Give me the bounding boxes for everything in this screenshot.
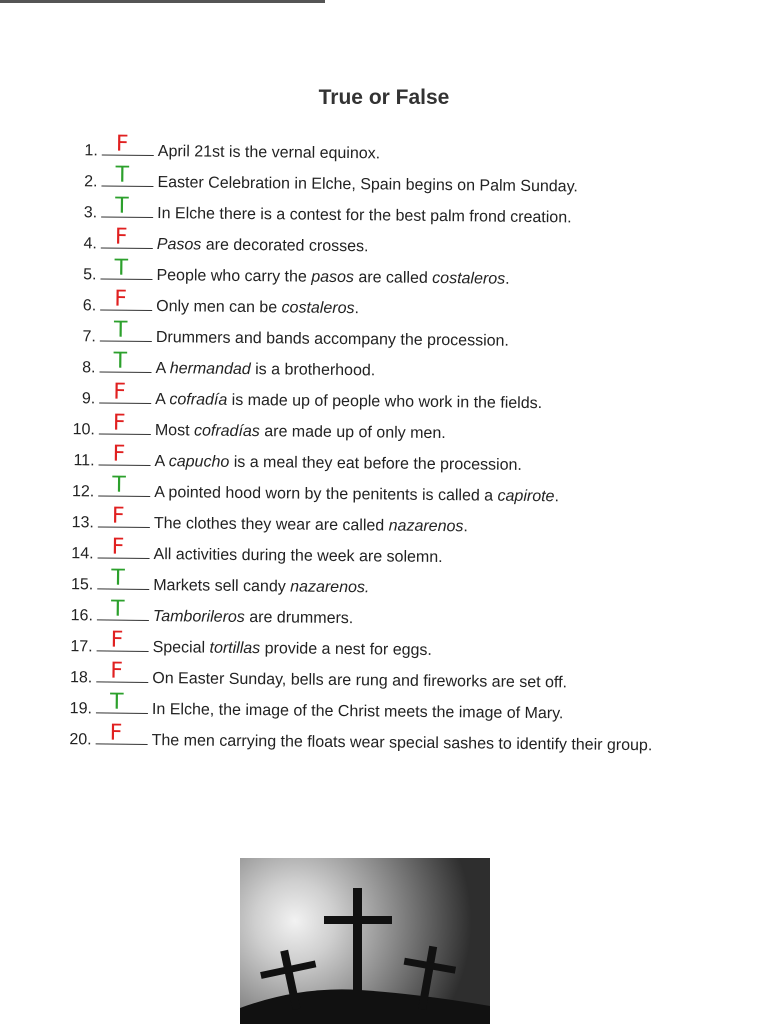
question-number: 11. (73, 452, 95, 470)
question-row (52, 720, 653, 757)
statement-text (154, 484, 559, 506)
statement-text (155, 360, 375, 380)
question-row (53, 534, 443, 569)
statement-italic: Pasos (156, 236, 202, 254)
answer-blank (100, 348, 152, 374)
statement-plain: . (554, 488, 560, 506)
three-crosses-icon (240, 858, 490, 1024)
handwritten-answer: T (111, 565, 125, 591)
question-row (54, 472, 560, 508)
answer-blank (100, 317, 152, 343)
question-row (55, 410, 446, 445)
statement-text (153, 608, 354, 628)
handwritten-answer: F (114, 224, 128, 250)
statement-plain: . (463, 518, 468, 536)
statement-text (155, 391, 542, 413)
statement-plain: The men carrying the floats wear special sashes to identify their group. (151, 732, 653, 755)
statement-plain: Only men can be (156, 298, 282, 317)
answer-blank (99, 410, 151, 436)
handwritten-answer: T (110, 596, 125, 622)
statement-plain: is a brotherhood. (250, 361, 376, 380)
statement-plain: Most (154, 422, 195, 440)
question-row (55, 348, 376, 382)
handwritten-answer: F (110, 627, 124, 653)
statement-italic: hermandad (169, 360, 251, 379)
answer-blank (97, 565, 149, 591)
question-number: 12. (71, 483, 95, 501)
statement-text (153, 639, 432, 660)
answer-blank (97, 596, 149, 622)
crosses-photo (240, 858, 490, 1024)
statement-text (152, 670, 567, 692)
question-number: 17. (70, 638, 93, 656)
statement-plain: Markets sell candy (153, 577, 291, 596)
answer-blank (101, 162, 153, 188)
question-row (58, 131, 381, 165)
handwritten-answer: F (115, 131, 129, 157)
statement-plain: Drummers and bands accompany the procession. (155, 329, 510, 350)
statement-plain: A pointed hood worn by the penitents is called a (154, 484, 498, 505)
answer-blank (100, 255, 152, 281)
statement-text (152, 732, 653, 755)
statement-plain: People who carry the (156, 267, 312, 286)
statement-plain: The clothes they wear are called (153, 515, 389, 535)
statement-plain: are called (353, 269, 433, 287)
question-number: 3. (83, 204, 98, 222)
statement-italic: cofradía (169, 391, 228, 409)
question-row (52, 658, 568, 694)
statement-plain: April 21st is the vernal equinox. (157, 143, 381, 163)
question-number: 5. (83, 266, 97, 284)
handwritten-answer: F (109, 720, 123, 746)
answer-blank (101, 224, 153, 250)
question-number: 14. (71, 545, 94, 563)
statement-plain: A (155, 360, 170, 378)
answer-blank (98, 472, 150, 498)
question-number: 1. (84, 142, 98, 160)
question-number: 4. (83, 235, 97, 253)
question-number: 6. (82, 297, 97, 315)
question-number: 13. (71, 514, 95, 532)
handwritten-answer: T (115, 193, 129, 219)
statement-plain: are decorated crosses. (201, 236, 369, 256)
question-number: 9. (81, 390, 96, 408)
handwritten-answer: T (112, 472, 126, 498)
statement-plain: . (505, 270, 510, 288)
statement-text (157, 205, 572, 227)
handwritten-answer: F (111, 503, 125, 529)
question-row (54, 503, 468, 538)
question-number: 7. (82, 328, 96, 346)
answer-blank (100, 286, 152, 312)
question-number: 20. (69, 731, 92, 749)
statement-plain: is made up of people who work in the fields. (227, 391, 543, 413)
question-number: 2. (84, 173, 98, 191)
handwritten-answer: F (112, 441, 126, 467)
statement-plain: A (155, 391, 170, 409)
question-row (57, 193, 572, 229)
answer-blank (98, 534, 150, 560)
handwritten-answer: F (113, 379, 127, 405)
statement-italic: nazarenos. (290, 578, 370, 597)
answer-blank (101, 193, 153, 219)
answer-blank (102, 131, 154, 157)
question-number: 19. (69, 700, 93, 718)
statement-text (154, 453, 522, 475)
answer-blank (99, 379, 151, 405)
statement-plain: In Elche, the image of the Christ meets the image of Mary. (151, 701, 564, 723)
question-row (57, 162, 578, 198)
handwritten-answer: F (111, 534, 125, 560)
answer-blank (96, 658, 148, 684)
statement-italic: costaleros (281, 299, 355, 318)
question-row (52, 689, 564, 725)
statement-plain: A (154, 453, 169, 471)
statement-italic: costaleros (432, 269, 506, 288)
statement-text (155, 422, 446, 443)
statement-plain: Special (152, 639, 210, 657)
statement-plain: is a meal they eat before the procession. (229, 453, 522, 474)
statement-text (156, 298, 359, 318)
handwritten-answer: T (113, 348, 128, 374)
question-number: 8. (82, 359, 96, 377)
statement-text (156, 329, 509, 351)
statement-italic: capirote (497, 487, 555, 506)
statement-italic: cofradías (193, 422, 260, 441)
answer-blank (98, 503, 150, 529)
statement-plain: are drummers. (244, 608, 354, 628)
statement-plain: On Easter Sunday, bells are rung and fireworks are set off. (152, 670, 568, 692)
statement-italic: tortillas (209, 639, 261, 658)
statement-text (157, 174, 578, 196)
statement-text (158, 143, 381, 163)
question-number: 15. (70, 576, 94, 594)
question-row (57, 224, 369, 258)
answer-blank (96, 720, 148, 746)
statement-text (153, 577, 369, 597)
statement-italic: capucho (168, 453, 230, 471)
statement-plain: provide a nest for eggs. (260, 640, 432, 659)
handwritten-answer: F (110, 658, 124, 684)
handwritten-answer: T (113, 317, 128, 343)
question-row (53, 627, 433, 662)
statement-plain: . (354, 300, 360, 318)
answer-blank (97, 627, 149, 653)
statement-italic: nazarenos (388, 517, 464, 536)
question-row (56, 286, 360, 320)
statement-plain: Easter Celebration in Elche, Spain begins on Palm Sunday. (157, 174, 578, 196)
statement-text (157, 236, 369, 256)
answer-blank (96, 689, 148, 715)
statement-plain: In Elche there is a contest for the best palm frond creation. (157, 205, 572, 227)
question-row (53, 565, 370, 599)
question-number: 16. (70, 607, 94, 625)
statement-text (152, 701, 564, 723)
question-number: 10. (72, 421, 95, 439)
statement-italic: pasos (311, 268, 355, 287)
handwritten-answer: T (115, 162, 130, 188)
handwritten-answer: F (114, 286, 128, 312)
statement-text (154, 515, 468, 536)
statement-text (154, 546, 443, 567)
page-edge-shadow (0, 0, 325, 3)
answer-blank (99, 441, 151, 467)
handwritten-answer: F (112, 410, 126, 436)
question-row (55, 379, 543, 415)
statement-plain: are made up of only men. (259, 423, 446, 443)
statement-italic: Tamborileros (152, 608, 245, 626)
statement-text (156, 267, 509, 289)
question-row (53, 596, 354, 630)
true-false-list (58, 131, 738, 755)
statement-plain: All activities during the week are solemn. (153, 546, 443, 567)
page-title: True or False (318, 86, 450, 109)
handwritten-answer: T (109, 689, 124, 715)
handwritten-answer: T (114, 255, 129, 281)
question-number: 18. (69, 669, 93, 687)
